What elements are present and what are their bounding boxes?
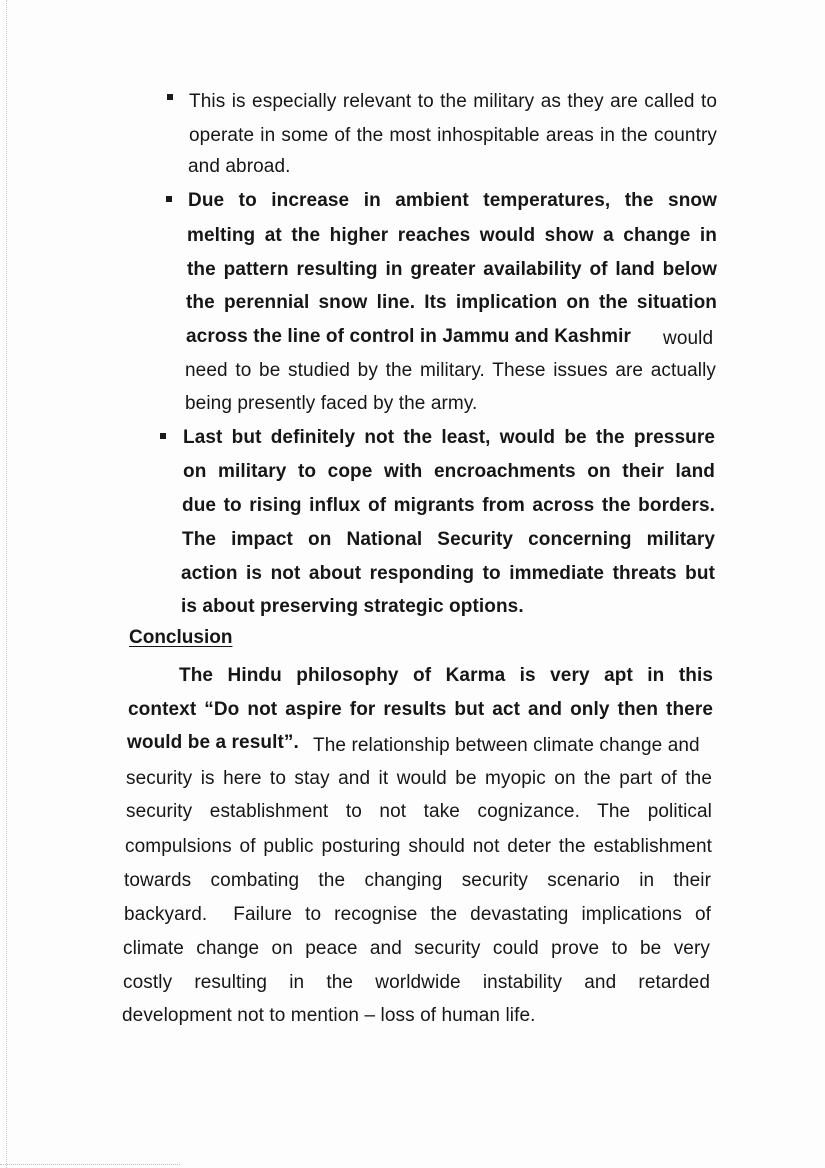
text-line: Last but definitely not the least, would be the pressure xyxy=(183,427,715,448)
text-line: towards combating the changing security scenario in their xyxy=(124,870,711,891)
text-line: context “Do not aspire for results but act and only then there xyxy=(128,699,713,720)
text-line: The relationship between climate change and xyxy=(308,735,700,756)
section-heading: Conclusion xyxy=(129,627,233,648)
text-line: and abroad. xyxy=(188,156,291,177)
text-line: need to be studied by the military. These issues are actually xyxy=(185,360,716,381)
text-line: This is especially relevant to the military as they are called to xyxy=(189,91,717,112)
text-line: would be a result”. xyxy=(127,732,299,753)
text-line: operate in some of the most inhospitable areas in the country xyxy=(189,125,717,146)
bullet-marker xyxy=(167,94,173,100)
text-line: the perennial snow line. Its implication on the situation xyxy=(186,292,717,313)
text-line: would xyxy=(663,328,714,349)
bullet-marker xyxy=(160,433,166,439)
text-line: development not to mention – loss of human life. xyxy=(122,1005,536,1026)
text-line: security establishment to not take cognizance. The political xyxy=(126,801,712,822)
text-line: climate change on peace and security could prove to be very xyxy=(123,938,710,959)
text-line: melting at the higher reaches would show a change in xyxy=(187,225,717,246)
text-line: security is here to stay and it would be myopic on the part of the xyxy=(126,768,712,789)
text-line: action is not about responding to immediate threats but xyxy=(181,563,715,584)
scan-edge-bottom xyxy=(0,1164,180,1165)
text-line: Due to increase in ambient temperatures, the snow xyxy=(188,190,717,211)
text-line: The impact on National Security concerning military xyxy=(182,529,715,550)
text-line: due to rising influx of migrants from across the borders. xyxy=(182,495,715,516)
text-line: costly resulting in the worldwide instability and retarded xyxy=(123,972,710,993)
text-line: backyard. Failure to recognise the devastating implications of xyxy=(124,904,711,925)
text-line: the pattern resulting in greater availability of land below xyxy=(187,259,717,280)
text-line: on military to cope with encroachments on their land xyxy=(183,461,715,482)
bullet-marker xyxy=(166,196,172,202)
text-line: is about preserving strategic options. xyxy=(181,596,524,617)
text-line: The Hindu philosophy of Karma is very apt in this xyxy=(179,665,713,686)
text-line: being presently faced by the army. xyxy=(185,393,478,414)
text-line: across the line of control in Jammu and Kashmir xyxy=(186,326,631,347)
text-line: compulsions of public posturing should not deter the establishment xyxy=(125,836,712,857)
scan-edge-left xyxy=(6,0,7,1168)
